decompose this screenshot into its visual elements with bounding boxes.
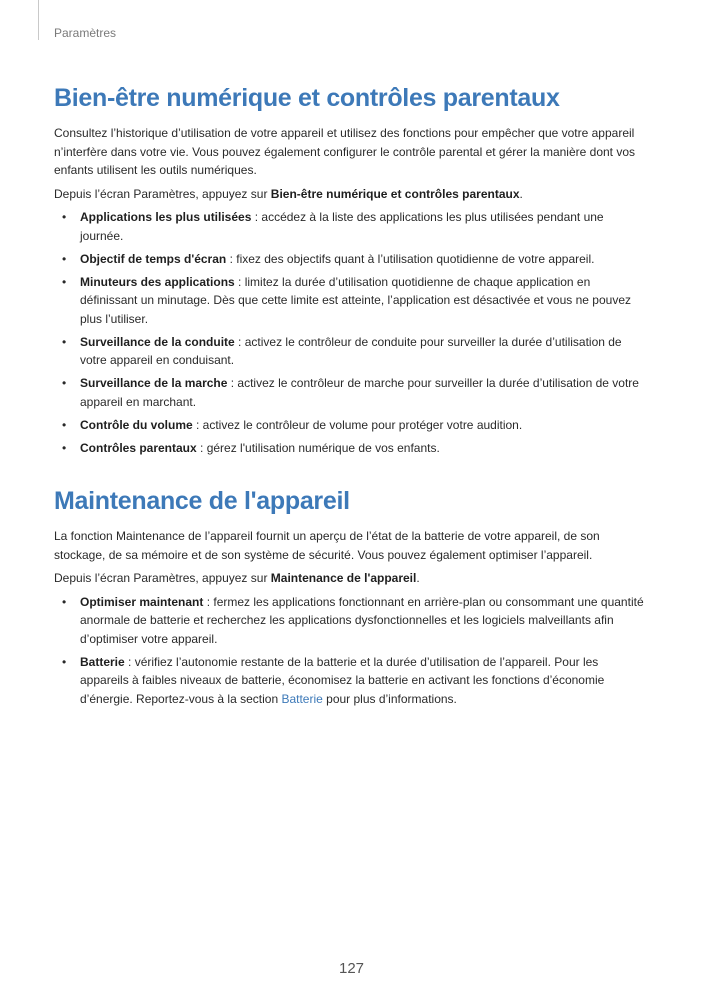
list-item — [54, 593, 644, 649]
bullet-icon: • — [62, 274, 67, 289]
item-term: Optimiser maintenant — [80, 594, 204, 609]
bullet-icon: • — [62, 440, 67, 455]
battery-section-link[interactable]: Batterie — [281, 691, 323, 706]
digital-nav-instruction: Depuis l’écran Paramètres, appuyez sur Bien-être numérique et contrôles parentaux. — [54, 186, 523, 201]
list-item — [54, 333, 644, 370]
item-term: Surveillance de la marche — [80, 376, 228, 390]
list-item — [54, 250, 644, 269]
list-item — [54, 208, 644, 245]
bullet-icon: • — [62, 654, 67, 669]
item-term: Minuteurs des applications — [80, 274, 235, 289]
bullet-icon: • — [62, 594, 67, 609]
item-desc: : limitez la durée d’utilisation quotidienne de chaque application en définissant un minutage. Dès que cette limite est atteinte, l’application est désactivée et vous ne pouvez plus l’utiliser. — [80, 274, 631, 326]
item-desc: : fixez des objectifs quant à l’utilisation quotidienne de votre appareil. — [226, 251, 595, 266]
bullet-icon: • — [62, 251, 67, 266]
item-desc: : accédez à la liste des applications les plus utilisées pendant une journée. — [80, 210, 604, 243]
item-term: Contrôle du volume — [80, 417, 193, 432]
list-item — [54, 653, 644, 709]
page-content — [54, 82, 644, 713]
section-title-device-maintenance: Maintenance de l'appareil — [54, 487, 350, 515]
item-desc-tail: pour plus d’informations. — [322, 691, 457, 706]
digital-nav-target: Bien-être numérique et contrôles parentaux — [270, 186, 520, 201]
item-term: Objectif de temps d'écran — [80, 251, 227, 266]
section-title-digital-wellbeing: Bien-être numérique et contrôles parentaux — [54, 84, 560, 112]
item-term: Surveillance de la conduite — [80, 334, 235, 349]
list-item — [54, 416, 644, 435]
list-item — [54, 374, 644, 411]
item-term: Contrôles parentaux — [80, 440, 197, 455]
item-term: Batterie — [80, 654, 125, 669]
item-desc: : vérifiez l’autonomie restante de la batterie et la durée d’utilisation de l’appareil. Pour les appareils à faibles niveaux de batterie, économisez la batterie en activant les fonctions d’économie d’énergie. Reportez-vous à la section — [80, 654, 605, 706]
maintenance-nav-target: Maintenance de l'appareil — [270, 571, 417, 585]
item-desc: : activez le contrôleur de volume pour protéger votre audition. — [192, 417, 523, 432]
page-number: 127 — [338, 960, 365, 977]
item-desc: : fermez les applications fonctionnant en arrière-plan ou consommant une quantité anormale de batterie et recherchez les applications dysfonctionnelles et les logiciels malveillants afin d’optimiser votre appareil. — [80, 594, 644, 646]
item-desc: : activez le contrôleur de conduite pour surveiller la durée d’utilisation de votre appareil en conduisant. — [80, 334, 622, 367]
bullet-icon: • — [62, 417, 67, 432]
list-item — [54, 273, 644, 329]
bullet-icon: • — [62, 334, 67, 349]
digital-feature-list — [54, 208, 644, 457]
digital-intro: Consultez l’historique d’utilisation de votre appareil et utilisez des fonctions pour empêcher que votre appareil n’interfère dans votre vie. Vous pouvez également configurer le contrôle parental et gérer la manière dont vos enfants utilisent les outils numériques. — [54, 126, 636, 177]
maintenance-intro: La fonction Maintenance de l’appareil fournit un aperçu de l’état de la batterie de votre appareil, de son stockage, de sa mémoire et de son système de sécurité. Vous pouvez également optimiser l’appareil. — [54, 529, 600, 562]
maintenance-feature-list — [54, 593, 644, 709]
item-term: Applications les plus utilisées — [80, 210, 252, 224]
item-desc: : activez le contrôleur de marche pour surveiller la durée d’utilisation de votre appareil en marchant. — [80, 376, 639, 409]
page-header: Paramètres — [54, 26, 117, 40]
item-desc: : gérez l'utilisation numérique de vos enfants. — [196, 440, 440, 455]
bullet-icon: • — [62, 210, 67, 224]
header-rule — [38, 0, 39, 40]
list-item — [54, 439, 644, 458]
bullet-icon: • — [62, 376, 67, 390]
maintenance-nav-instruction: Depuis l’écran Paramètres, appuyez sur Maintenance de l'appareil. — [54, 571, 420, 585]
